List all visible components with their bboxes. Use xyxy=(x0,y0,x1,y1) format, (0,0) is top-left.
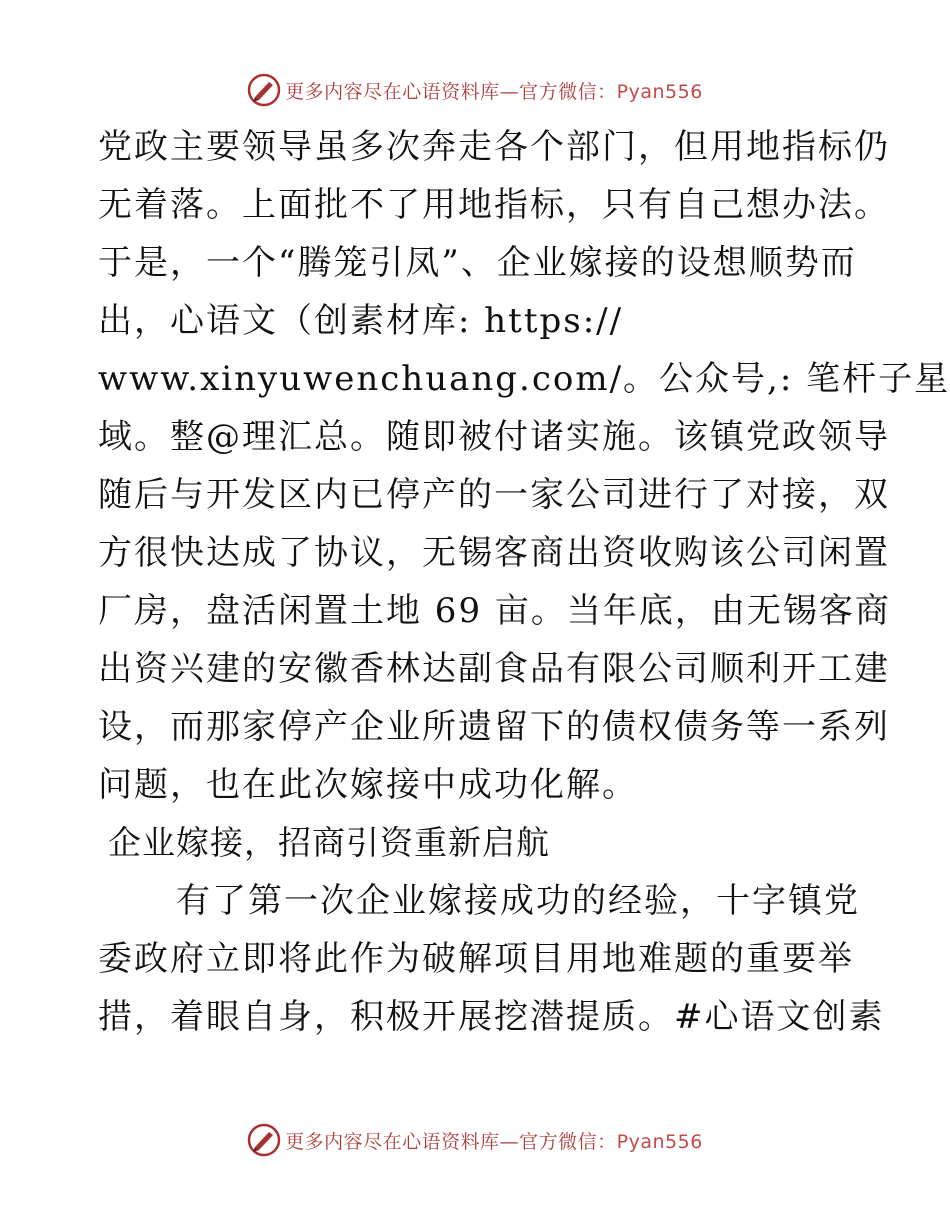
text-line: 措，着眼自身，积极开展挖潜提质。#心语文创素 xyxy=(98,997,885,1037)
text-line: 厂房，盘活闲置土地 69 亩。当年底，由无锡客商 xyxy=(98,591,891,631)
text-line: 域。整@理汇总。随即被付诸实施。该镇党政领导 xyxy=(98,417,890,457)
footer-watermark xyxy=(0,1120,950,1160)
text-line: 出资兴建的安徽香林达副食品有限公司顺利开工建 xyxy=(98,649,890,689)
text-line: 设，而那家停产企业所遗留下的债权债务等一系列 xyxy=(98,707,890,747)
text-line: 于是，一个“腾笼引凤”、企业嫁接的设想顺势而 xyxy=(98,243,857,283)
text-line: 随后与开发区内已停产的一家公司进行了对接，双 xyxy=(98,475,890,515)
paragraph-1 xyxy=(98,118,950,814)
text-line: 党政主要领导虽多次奔走各个部门，但用地指标仍 xyxy=(98,127,890,167)
text-line: 无着落。上面批不了用地指标，只有自己想办法。 xyxy=(98,185,890,225)
document-body xyxy=(98,118,950,1046)
text-line: 问题，也在此次嫁接中成功化解。 xyxy=(98,765,638,805)
text-line: 有了第一次企业嫁接成功的经验，十字镇党 xyxy=(176,881,860,921)
text-line: 方很快达成了协议，无锡客商出资收购该公司闲置 xyxy=(98,533,890,573)
text-line: 委政府立即将此作为破解项目用地难题的重要举 xyxy=(98,939,854,979)
paragraph-2 xyxy=(98,872,885,1046)
pen-logo-icon xyxy=(247,73,281,107)
header-watermark xyxy=(0,70,950,110)
text-line: www.xinyuwenchuang.com/。公众号,: 笔杆子星 xyxy=(98,359,950,399)
pen-logo-icon xyxy=(247,1123,281,1157)
text-line: 出，心语文（创素材库: https:// xyxy=(98,301,624,341)
watermark-text: 更多内容尽在心语资料库—官方微信：Pyan556 xyxy=(285,1130,703,1153)
section-heading: 企业嫁接，招商引资重新启航 xyxy=(108,823,550,862)
watermark-text: 更多内容尽在心语资料库—官方微信：Pyan556 xyxy=(285,80,703,103)
